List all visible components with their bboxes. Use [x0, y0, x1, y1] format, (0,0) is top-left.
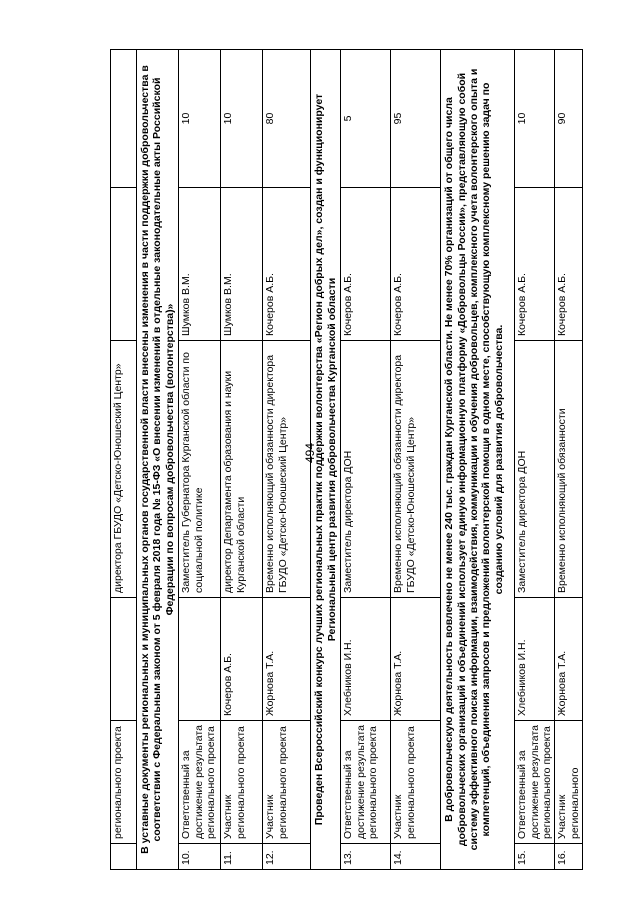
role-cell: регионального проекта [111, 721, 137, 844]
role-cell: Ответственный за достижение результата регионального проекта [341, 721, 391, 844]
table-row [555, 50, 583, 870]
section-row [441, 50, 515, 870]
position-cell: Заместитель директора ДОН [341, 341, 391, 598]
table-body [111, 50, 583, 870]
rotated-table-wrapper [110, 50, 602, 870]
responsible-cell: Шумков В.М. [221, 188, 263, 341]
section-text: В уставные документы региональных и муниципальных органов государственной власти внесены изменения в части поддержки добровольчества в соответствии с Федеральным законом от 5 февраля 2018 года № 15-ФЗ «О внесении изменений в отдельные законодательные акты Российской Федерации по вопросам добровольчества (волонтерства)» [137, 50, 179, 870]
position-cell: Временно исполняющий обязанности директора ГБУДО «Детско-Юношеский Центр» [263, 341, 311, 598]
value-cell: 90 [555, 50, 583, 188]
row-number [111, 844, 137, 870]
value-cell: 5 [341, 50, 391, 188]
row-number: 10. [179, 844, 221, 870]
table-row [391, 50, 441, 870]
name-cell: Жорнова Т.А. [263, 598, 311, 721]
section-text: В добровольческую деятельность вовлечено не менее 240 тыс. граждан Курганской области. Не менее 70% организаций от общего числа добровольческих организаций и объединений использует единую информационную платформу «Добровольцы России», представляющую собой систему эффективного поиска информации, взаимодействия, коммуникации и обучения добровольцев, комплексного учета волонтерского опыта и компетенций, объединения запросов и предложений волонтерской помощи в одном месте, способствующую комплексному решению задач по созданию условий для развития добровольчества. [441, 50, 515, 870]
value-cell: 10 [179, 50, 221, 188]
responsible-cell: Кочеров А.Б. [555, 188, 583, 341]
role-cell: Ответственный за достижение результата регионального проекта [515, 721, 555, 844]
responsible-cell: Кочеров А.Б. [515, 188, 555, 341]
role-cell: Участник регионального проекта [221, 721, 263, 844]
responsible-cell: Шумков В.М. [179, 188, 221, 341]
name-cell: Жорнова Т.А. [555, 598, 583, 721]
position-cell: Временно исполняющий обязанности директора ГБУДО «Детско-Юношеский Центр» [391, 341, 441, 598]
table-row [341, 50, 391, 870]
position-cell: Временно исполняющий обязанности [555, 341, 583, 598]
name-cell: Хлебников И.Н. [515, 598, 555, 721]
role-cell: Участник регионального проекта [263, 721, 311, 844]
name-cell [179, 598, 221, 721]
row-number: 15. [515, 844, 555, 870]
position-cell: Заместитель Губернатора Курганской области по социальной политике [179, 341, 221, 598]
value-cell: 95 [391, 50, 441, 188]
row-number: 16. [555, 844, 583, 870]
page-number-text: 494 [303, 442, 317, 464]
section-row [137, 50, 179, 870]
responsible-cell: Кочеров А.Б. [263, 188, 311, 341]
responsible-cell [111, 188, 137, 341]
table-row [111, 50, 137, 870]
name-cell [111, 598, 137, 721]
value-cell: 10 [221, 50, 263, 188]
row-number: 14. [391, 844, 441, 870]
position-cell: директора ГБУДО «Детско-Юношеский Центр» [111, 341, 137, 598]
responsible-cell: Кочеров А.Б. [341, 188, 391, 341]
section-row [311, 50, 341, 870]
row-number: 13. [341, 844, 391, 870]
table-row [179, 50, 221, 870]
name-cell: Кочеров А.Б. [221, 598, 263, 721]
role-cell: Участник регионального проекта [391, 721, 441, 844]
name-cell: Жорнова Т.А. [391, 598, 441, 721]
section-text: Проведен Всероссийский конкурс лучших региональных практик поддержки волонтерства «Регион добрых дел», создан и функционирует Региональный центр развития добровольчества Курганской области [311, 50, 341, 870]
responsible-cell: Кочеров А.Б. [391, 188, 441, 341]
role-cell: Ответственный за достижение результата регионального проекта [179, 721, 221, 844]
table-row [515, 50, 555, 870]
role-cell: Участник регионального [555, 721, 583, 844]
position-cell: Заместитель директора ДОН [515, 341, 555, 598]
project-table [110, 49, 583, 870]
row-number: 12. [263, 844, 311, 870]
name-cell: Хлебников И.Н. [341, 598, 391, 721]
position-cell: директор Департамента образования и науки Курганской области [221, 341, 263, 598]
row-number: 11. [221, 844, 263, 870]
value-cell: 10 [515, 50, 555, 188]
value-cell: 80 [263, 50, 311, 188]
table-row [221, 50, 263, 870]
value-cell [111, 50, 137, 188]
table-row [263, 50, 311, 870]
